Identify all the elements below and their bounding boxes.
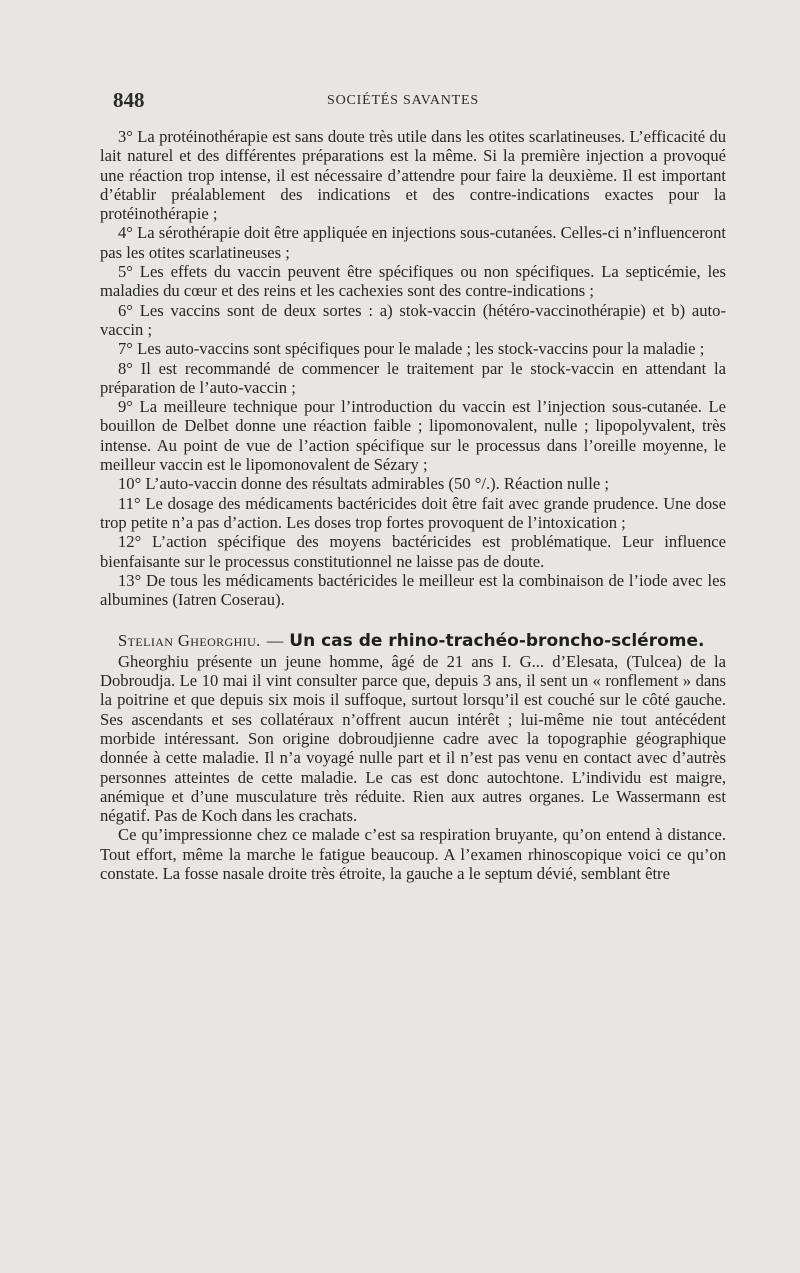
conclusion-item: 10° L’auto-vaccin donne des résultats admirables (50 °/.). Réaction nulle ; bbox=[118, 474, 609, 494]
conclusion-item: 12° L’action spécifique des moyens bactéricides est problématique. Leur influence bienfaisante sur le processus constitutionnel ne laisse pas de doute. bbox=[100, 532, 726, 571]
heading-dash: — bbox=[266, 631, 284, 651]
conclusion-item: 13° De tous les médicaments bactéricides le meilleur est la combinaison de l’iode avec les albumines (Iatren Coserau). bbox=[100, 570, 726, 610]
article-author: Stelian Gheorghiu. bbox=[118, 631, 261, 651]
article-paragraph: Gheorghiu présente un jeune homme, âgé de 21 ans I. G... d’Elesata, (Tulcea) de la Dobroudja. Le 10 mai il vint consulter parce que, depuis 3 ans, il sent un « ronflement » dans la poitrine et que depuis six mois il suffoque, surtout lorsqu’il est couché sur le côté gauche. Ses ascendants et ses collatéraux n’offrent aucun intérêt ; lui-même nie tout antécédent morbide intéressant. Son origine dobroudjienne cadre avec la topographie géographique donnée à cette maladie. Il n’a voyagé nulle part et il n’est pas venu en contact avec d’autrès personnes atteintes de cette maladie. Le cas est donc autochtone. L’individu est maigre, anémique et d’une musculature très réduite. Rien aux autres organes. Le Wassermann est négatif. Pas de Koch dans les crachats. bbox=[100, 651, 726, 826]
article-paragraph: Ce qu’impressionne chez ce malade c’est sa respiration bruyante, qu’on entend à distance. Tout effort, même la marche le fatigue beaucoup. A l’examen rhinoscopique voici ce qu’on constate. La fosse nasale droite très étroite, la gauche a le septum dévié, semblant être bbox=[100, 825, 726, 883]
page-number: 848 bbox=[113, 88, 145, 112]
conclusions-list bbox=[100, 127, 726, 609]
article-body bbox=[100, 652, 726, 884]
page-header bbox=[113, 88, 727, 118]
conclusion-item: 3° La protéinothérapie est sans doute très utile dans les otites scarlatineuses. L’efficacité du lait naturel et des différentes préparations est la même. Si la première injection a provoqué une réaction trop intense, il est nécessaire d’attendre pour faire la deuxième. Il est important d’établir préalablement des indications et des contre-indications exactes pour la protéinothérapie ; bbox=[100, 127, 726, 224]
page-body bbox=[100, 127, 726, 883]
article-heading bbox=[100, 631, 726, 651]
conclusion-item: 5° Les effets du vaccin peuvent être spécifiques ou non spécifiques. La septicémie, les maladies du cœur et des reins et les cachexies sont des contre-indications ; bbox=[100, 262, 726, 301]
conclusion-item: 7° Les auto-vaccins sont spécifiques pour le malade ; les stock-vaccins pour la maladie ; bbox=[118, 339, 705, 359]
conclusion-item: 6° Les vaccins sont de deux sortes : a) stok-vaccin (hétéro-vaccinothérapie) et b) auto-vaccin ; bbox=[100, 300, 726, 339]
running-head: SOCIÉTÉS SAVANTES bbox=[327, 93, 479, 108]
conclusion-item: 8° Il est recommandé de commencer le traitement par le stock-vaccin en attendant la préparation de l’auto-vaccin ; bbox=[100, 358, 726, 397]
conclusion-item: 4° La sérothérapie doit être appliquée en injections sous-cutanées. Celles-ci n’influenceront pas les otites scarlatineuses ; bbox=[100, 223, 726, 262]
conclusion-item: 9° La meilleure technique pour l’introduction du vaccin est l’injection sous-cutanée. Le bouillon de Delbet donne une réaction faible ; lipomonovalent, nulle ; lipopolyvalent, très intense. Au point de vue de l’action spécifique sur le processus dans l’oreille moyenne, le meilleur vaccin est le lipomonovalent de Sézary ; bbox=[100, 397, 726, 475]
conclusion-item: 11° Le dosage des médicaments bactéricides doit être fait avec grande prudence. Une dose trop petite n’a pas d’action. Les doses trop fortes provoquent de l’intoxication ; bbox=[100, 493, 726, 532]
article-title: Un cas de rhino-trachéo-broncho-sclérome. bbox=[289, 631, 705, 652]
